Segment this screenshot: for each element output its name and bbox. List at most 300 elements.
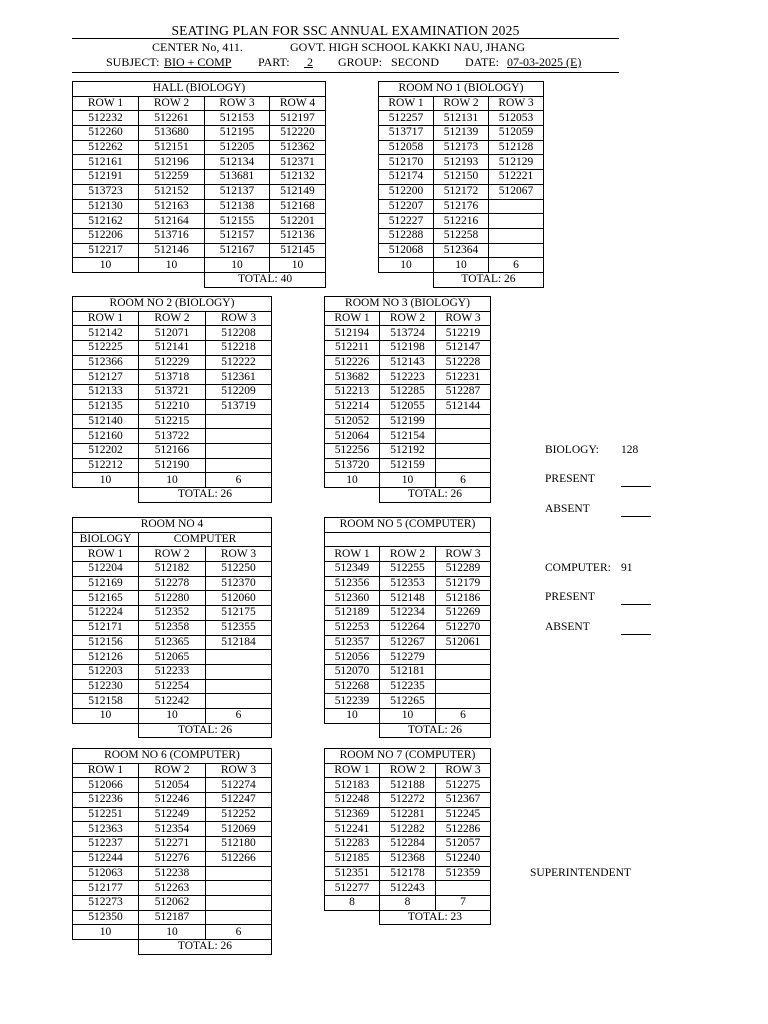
roll-number-cell: 512167 xyxy=(205,243,270,258)
roll-number-cell: 512145 xyxy=(270,243,326,258)
table-row xyxy=(325,399,491,414)
table-row xyxy=(73,170,326,185)
table-row xyxy=(73,355,272,370)
group-value: SECOND xyxy=(391,55,440,69)
roll-number-cell: 512184 xyxy=(206,635,272,650)
roll-number-cell: 513718 xyxy=(139,370,206,385)
row-count: 8 xyxy=(325,895,380,910)
roll-number-cell: 512210 xyxy=(139,399,206,414)
table-row xyxy=(73,443,272,458)
computer-label: COMPUTER: xyxy=(545,562,611,574)
group-label: GROUP: xyxy=(338,55,383,69)
computer-count: 91 xyxy=(621,562,633,574)
roll-number-cell: 512282 xyxy=(380,822,436,837)
school-name: GOVT. HIGH SCHOOL KAKKI NAU, JHANG xyxy=(290,40,525,54)
computer-absent-label: ABSENT xyxy=(545,621,590,633)
table-row xyxy=(325,635,491,650)
roll-number-cell: 512143 xyxy=(380,355,436,370)
spacer xyxy=(139,272,205,287)
roll-number-cell: 512132 xyxy=(270,170,326,185)
roll-number-cell: 512250 xyxy=(206,562,272,577)
table-row xyxy=(73,228,326,243)
roll-number-cell: 512064 xyxy=(325,429,380,444)
roll-rows xyxy=(73,111,326,258)
row-count: 10 xyxy=(270,258,326,273)
table-row xyxy=(379,199,544,214)
column-header: ROW 2 xyxy=(380,547,436,562)
roll-number-cell: 512141 xyxy=(139,341,206,356)
roll-number-cell: 512175 xyxy=(206,606,272,621)
row-count: 10 xyxy=(205,258,270,273)
roll-number-cell: 512220 xyxy=(270,126,326,141)
spacer xyxy=(73,939,139,954)
row-count: 10 xyxy=(379,258,434,273)
roll-number-cell: 512168 xyxy=(270,199,326,214)
table-row xyxy=(73,664,272,679)
roll-number-cell: 512203 xyxy=(73,664,139,679)
roll-number-cell: 512136 xyxy=(270,228,326,243)
column-header: ROW 1 xyxy=(325,311,380,326)
table-row xyxy=(73,793,272,808)
roll-number-cell: 512352 xyxy=(139,606,206,621)
roll-number-cell xyxy=(436,458,491,473)
roll-number-cell: 512186 xyxy=(436,591,491,606)
roll-number-cell: 512179 xyxy=(436,576,491,591)
computer-absent-blank[interactable] xyxy=(621,621,651,635)
table-row xyxy=(73,414,272,429)
roll-number-cell: 512280 xyxy=(139,591,206,606)
roll-number-cell: 512192 xyxy=(380,443,436,458)
roll-number-cell: 512151 xyxy=(139,140,205,155)
row-count: 6 xyxy=(489,258,544,273)
roll-number-cell: 512134 xyxy=(205,155,270,170)
column-header: ROW 4 xyxy=(270,96,326,111)
row-count: 7 xyxy=(436,895,491,910)
roll-number-cell: 512066 xyxy=(73,778,139,793)
roll-number-cell: 512158 xyxy=(73,694,139,709)
row-count: 10 xyxy=(325,708,380,723)
roll-number-cell: 512181 xyxy=(380,664,436,679)
room-5-table xyxy=(324,517,491,738)
table-row xyxy=(73,399,272,414)
table-row xyxy=(73,778,272,793)
roll-number-cell: 512349 xyxy=(325,562,380,577)
roll-number-cell: 512285 xyxy=(380,385,436,400)
roll-number-cell: 512195 xyxy=(205,126,270,141)
roll-number-cell xyxy=(436,664,491,679)
roll-number-cell: 512150 xyxy=(434,170,489,185)
table-row xyxy=(325,866,491,881)
spacer xyxy=(73,487,139,502)
roll-number-cell: 512058 xyxy=(379,140,434,155)
roll-number-cell xyxy=(206,458,272,473)
roll-number-cell: 512209 xyxy=(206,385,272,400)
column-header: ROW 1 xyxy=(73,547,139,562)
table-row xyxy=(379,228,544,243)
table-row xyxy=(379,126,544,141)
roll-number-cell: 512228 xyxy=(436,355,491,370)
roll-number-cell: 512226 xyxy=(325,355,380,370)
roll-number-cell: 512183 xyxy=(325,778,380,793)
room-total: TOTAL: 26 xyxy=(139,723,272,738)
room-title: ROOM NO 3 (BIOLOGY) xyxy=(325,297,491,312)
roll-number-cell xyxy=(436,679,491,694)
roll-number-cell: 512272 xyxy=(380,793,436,808)
column-header: ROW 1 xyxy=(379,96,434,111)
roll-number-cell: 512137 xyxy=(205,184,270,199)
roll-number-cell xyxy=(436,443,491,458)
subject-computer-label: COMPUTER xyxy=(139,532,272,547)
row-count: 6 xyxy=(206,925,272,940)
roll-number-cell: 512243 xyxy=(380,881,436,896)
table-row xyxy=(325,591,491,606)
room-3-table xyxy=(324,296,491,503)
row-count: 10 xyxy=(73,258,139,273)
roll-number-cell: 512244 xyxy=(73,851,139,866)
column-header: ROW 2 xyxy=(139,96,205,111)
table-row xyxy=(73,910,272,925)
roll-number-cell: 512364 xyxy=(434,243,489,258)
roll-number-cell: 512236 xyxy=(73,793,139,808)
roll-number-cell xyxy=(436,650,491,665)
roll-number-cell: 512270 xyxy=(436,620,491,635)
roll-number-cell: 512234 xyxy=(380,606,436,621)
roll-number-cell: 513724 xyxy=(380,326,436,341)
room-total: TOTAL: 40 xyxy=(205,272,326,287)
part-value xyxy=(304,55,313,70)
roll-number-cell: 512185 xyxy=(325,851,380,866)
roll-number-cell: 512216 xyxy=(434,214,489,229)
row-count: 10 xyxy=(139,708,206,723)
roll-number-cell: 512152 xyxy=(139,184,205,199)
roll-number-cell: 512368 xyxy=(380,851,436,866)
table-row xyxy=(325,370,491,385)
roll-number-cell: 512146 xyxy=(139,243,205,258)
superintendent-label: SUPERINTENDENT xyxy=(530,867,631,879)
table-row xyxy=(325,414,491,429)
roll-number-cell: 512159 xyxy=(380,458,436,473)
roll-number-cell: 512131 xyxy=(434,111,489,126)
table-row xyxy=(325,385,491,400)
room-title: ROOM NO 2 (BIOLOGY) xyxy=(73,297,272,312)
roll-number-cell: 512213 xyxy=(325,385,380,400)
roll-number-cell: 512259 xyxy=(139,170,205,185)
table-row xyxy=(325,793,491,808)
roll-number-cell: 512171 xyxy=(73,620,139,635)
roll-number-cell: 512224 xyxy=(73,606,139,621)
roll-number-cell: 512360 xyxy=(325,591,380,606)
roll-number-cell: 512242 xyxy=(139,694,206,709)
roll-number-cell: 512187 xyxy=(139,910,206,925)
room-total: TOTAL: 23 xyxy=(380,910,491,925)
table-row xyxy=(325,606,491,621)
table-row xyxy=(325,429,491,444)
roll-number-cell: 512283 xyxy=(325,837,380,852)
roll-number-cell: 512129 xyxy=(489,155,544,170)
biology-absent-blank[interactable] xyxy=(621,503,651,517)
table-row xyxy=(325,576,491,591)
roll-number-cell: 512227 xyxy=(379,214,434,229)
row-count: 6 xyxy=(436,473,491,488)
roll-number-cell: 512237 xyxy=(73,837,139,852)
table-row xyxy=(325,562,491,577)
center-number: CENTER No, 411. xyxy=(152,40,243,54)
roll-number-cell: 512354 xyxy=(139,822,206,837)
roll-number-cell: 512142 xyxy=(73,326,139,341)
table-row xyxy=(325,650,491,665)
roll-number-cell: 512267 xyxy=(380,635,436,650)
roll-number-cell: 512357 xyxy=(325,635,380,650)
spacer xyxy=(325,723,380,738)
row-count: 10 xyxy=(139,258,205,273)
roll-number-cell: 512258 xyxy=(434,228,489,243)
roll-number-cell xyxy=(489,228,544,243)
roll-number-cell: 512157 xyxy=(205,228,270,243)
roll-number-cell: 512069 xyxy=(206,822,272,837)
roll-number-cell xyxy=(206,650,272,665)
roll-number-cell: 512194 xyxy=(325,326,380,341)
table-row xyxy=(73,837,272,852)
room-title: ROOM NO 5 (COMPUTER) xyxy=(325,518,491,533)
roll-number-cell xyxy=(206,414,272,429)
room-total: TOTAL: 26 xyxy=(380,487,491,502)
roll-number-cell: 512231 xyxy=(436,370,491,385)
roll-number-cell: 512371 xyxy=(270,155,326,170)
roll-number-cell: 512154 xyxy=(380,429,436,444)
table-row xyxy=(73,679,272,694)
table-row xyxy=(73,562,272,577)
table-row xyxy=(325,341,491,356)
roll-number-cell: 512201 xyxy=(270,214,326,229)
roll-number-cell: 512189 xyxy=(325,606,380,621)
roll-number-cell: 512235 xyxy=(380,679,436,694)
hall-biology-table xyxy=(72,81,326,288)
roll-number-cell: 512164 xyxy=(139,214,205,229)
date-label: DATE: xyxy=(465,55,499,69)
computer-present-label: PRESENT xyxy=(545,591,595,603)
roll-number-cell: 512251 xyxy=(73,807,139,822)
column-header: ROW 1 xyxy=(73,763,139,778)
roll-number-cell: 513720 xyxy=(325,458,380,473)
column-header: ROW 3 xyxy=(436,547,491,562)
room-total: TOTAL: 26 xyxy=(139,939,272,954)
table-row xyxy=(73,126,326,141)
roll-rows xyxy=(73,562,272,709)
spacer xyxy=(379,272,434,287)
biology-label: BIOLOGY: xyxy=(545,444,599,456)
biology-present-label: PRESENT xyxy=(545,473,595,485)
column-header: ROW 2 xyxy=(380,763,436,778)
roll-number-cell: 512056 xyxy=(325,650,380,665)
roll-number-cell: 512359 xyxy=(436,866,491,881)
table-row xyxy=(73,694,272,709)
room-total: TOTAL: 26 xyxy=(434,272,544,287)
roll-number-cell: 512219 xyxy=(436,326,491,341)
column-header: ROW 3 xyxy=(436,311,491,326)
table-row xyxy=(73,881,272,896)
subject-label: SUBJECT: xyxy=(106,55,160,69)
column-header: ROW 2 xyxy=(139,311,206,326)
spacer xyxy=(73,272,139,287)
table-row xyxy=(325,326,491,341)
roll-number-cell: 512256 xyxy=(325,443,380,458)
roll-number-cell xyxy=(206,664,272,679)
roll-number-cell: 512361 xyxy=(206,370,272,385)
roll-number-cell: 512367 xyxy=(436,793,491,808)
roll-number-cell: 512363 xyxy=(73,822,139,837)
roll-number-cell: 512241 xyxy=(325,822,380,837)
roll-number-cell: 512144 xyxy=(436,399,491,414)
roll-number-cell: 512362 xyxy=(270,140,326,155)
row-count: 6 xyxy=(206,708,272,723)
column-header: ROW 1 xyxy=(325,763,380,778)
table-row xyxy=(73,606,272,621)
biology-count: 128 xyxy=(621,444,639,456)
roll-number-cell: 512248 xyxy=(325,793,380,808)
roll-number-cell: 512247 xyxy=(206,793,272,808)
table-row xyxy=(325,355,491,370)
room-title: ROOM NO 1 (BIOLOGY) xyxy=(379,82,544,97)
roll-number-cell: 512196 xyxy=(139,155,205,170)
room-title: ROOM NO 6 (COMPUTER) xyxy=(73,749,272,764)
table-row xyxy=(73,341,272,356)
computer-present-blank[interactable] xyxy=(621,591,651,605)
roll-number-cell: 512238 xyxy=(139,866,206,881)
table-row xyxy=(73,458,272,473)
roll-number-cell: 512212 xyxy=(73,458,139,473)
roll-number-cell: 512249 xyxy=(139,807,206,822)
roll-number-cell: 512053 xyxy=(489,111,544,126)
roll-number-cell: 513719 xyxy=(206,399,272,414)
roll-number-cell: 512276 xyxy=(139,851,206,866)
roll-number-cell: 513717 xyxy=(379,126,434,141)
biology-absent-label: ABSENT xyxy=(545,503,590,515)
table-row xyxy=(73,822,272,837)
row-count: 8 xyxy=(380,895,436,910)
roll-number-cell: 512149 xyxy=(270,184,326,199)
table-row xyxy=(73,429,272,444)
roll-number-cell: 512262 xyxy=(73,140,139,155)
roll-number-cell: 512205 xyxy=(205,140,270,155)
roll-number-cell xyxy=(436,881,491,896)
room-6-table xyxy=(72,748,272,955)
table-row xyxy=(325,881,491,896)
roll-number-cell: 512176 xyxy=(434,199,489,214)
roll-number-cell: 512156 xyxy=(73,635,139,650)
roll-number-cell: 512140 xyxy=(73,414,139,429)
roll-number-cell: 512281 xyxy=(380,807,436,822)
table-row xyxy=(73,326,272,341)
roll-number-cell: 512071 xyxy=(139,326,206,341)
header-divider xyxy=(72,72,619,73)
roll-number-cell: 512165 xyxy=(73,591,139,606)
roll-number-cell: 512351 xyxy=(325,866,380,881)
roll-number-cell: 513722 xyxy=(139,429,206,444)
roll-number-cell: 512139 xyxy=(434,126,489,141)
column-header: ROW 2 xyxy=(380,311,436,326)
roll-number-cell xyxy=(489,199,544,214)
roll-number-cell: 513721 xyxy=(139,385,206,400)
roll-number-cell: 512253 xyxy=(325,620,380,635)
roll-number-cell: 512287 xyxy=(436,385,491,400)
roll-number-cell: 512252 xyxy=(206,807,272,822)
roll-number-cell: 512284 xyxy=(380,837,436,852)
roll-number-cell: 512214 xyxy=(325,399,380,414)
room-2-table xyxy=(72,296,272,503)
roll-number-cell: 512126 xyxy=(73,650,139,665)
roll-number-cell: 512204 xyxy=(73,562,139,577)
roll-number-cell xyxy=(206,679,272,694)
table-row xyxy=(325,807,491,822)
table-row xyxy=(379,184,544,199)
subject-biology-label: BIOLOGY xyxy=(73,532,139,547)
roll-number-cell: 512200 xyxy=(379,184,434,199)
roll-rows xyxy=(325,562,491,709)
roll-number-cell: 512261 xyxy=(139,111,205,126)
roll-number-cell: 512260 xyxy=(73,126,139,141)
biology-present-blank[interactable] xyxy=(621,473,651,487)
roll-number-cell: 512350 xyxy=(73,910,139,925)
roll-number-cell: 512277 xyxy=(325,881,380,896)
room-7-table xyxy=(324,748,491,925)
row-count: 6 xyxy=(436,708,491,723)
roll-number-cell: 512178 xyxy=(380,866,436,881)
roll-number-cell: 512239 xyxy=(325,694,380,709)
column-header: ROW 3 xyxy=(206,547,272,562)
spacer xyxy=(73,723,139,738)
roll-number-cell: 512229 xyxy=(139,355,206,370)
roll-number-cell: 512233 xyxy=(139,664,206,679)
table-row xyxy=(379,214,544,229)
table-row xyxy=(73,650,272,665)
roll-number-cell xyxy=(206,895,272,910)
roll-rows xyxy=(325,778,491,896)
roll-number-cell: 512257 xyxy=(379,111,434,126)
column-header: ROW 3 xyxy=(489,96,544,111)
subject-value: BIO + COMP xyxy=(164,55,232,69)
table-row xyxy=(379,243,544,258)
column-header: ROW 3 xyxy=(206,763,272,778)
roll-number-cell: 512279 xyxy=(380,650,436,665)
part-number: 2 xyxy=(307,55,313,69)
roll-number-cell: 512067 xyxy=(489,184,544,199)
table-row xyxy=(379,170,544,185)
table-row xyxy=(379,111,544,126)
roll-number-cell: 512177 xyxy=(73,881,139,896)
roll-number-cell: 512230 xyxy=(73,679,139,694)
roll-number-cell: 512263 xyxy=(139,881,206,896)
roll-number-cell: 512211 xyxy=(325,341,380,356)
roll-number-cell: 512161 xyxy=(73,155,139,170)
table-row xyxy=(73,866,272,881)
roll-number-cell: 512148 xyxy=(380,591,436,606)
table-row xyxy=(73,184,326,199)
roll-number-cell xyxy=(436,429,491,444)
table-row xyxy=(73,199,326,214)
table-row xyxy=(73,576,272,591)
roll-number-cell: 512278 xyxy=(139,576,206,591)
room-total: TOTAL: 26 xyxy=(380,723,491,738)
roll-rows xyxy=(379,111,544,258)
roll-number-cell xyxy=(206,910,272,925)
row-count: 10 xyxy=(73,708,139,723)
roll-number-cell: 513723 xyxy=(73,184,139,199)
roll-number-cell: 512240 xyxy=(436,851,491,866)
row-count: 10 xyxy=(380,708,436,723)
roll-number-cell: 512173 xyxy=(434,140,489,155)
column-header: ROW 3 xyxy=(436,763,491,778)
roll-number-cell xyxy=(206,443,272,458)
